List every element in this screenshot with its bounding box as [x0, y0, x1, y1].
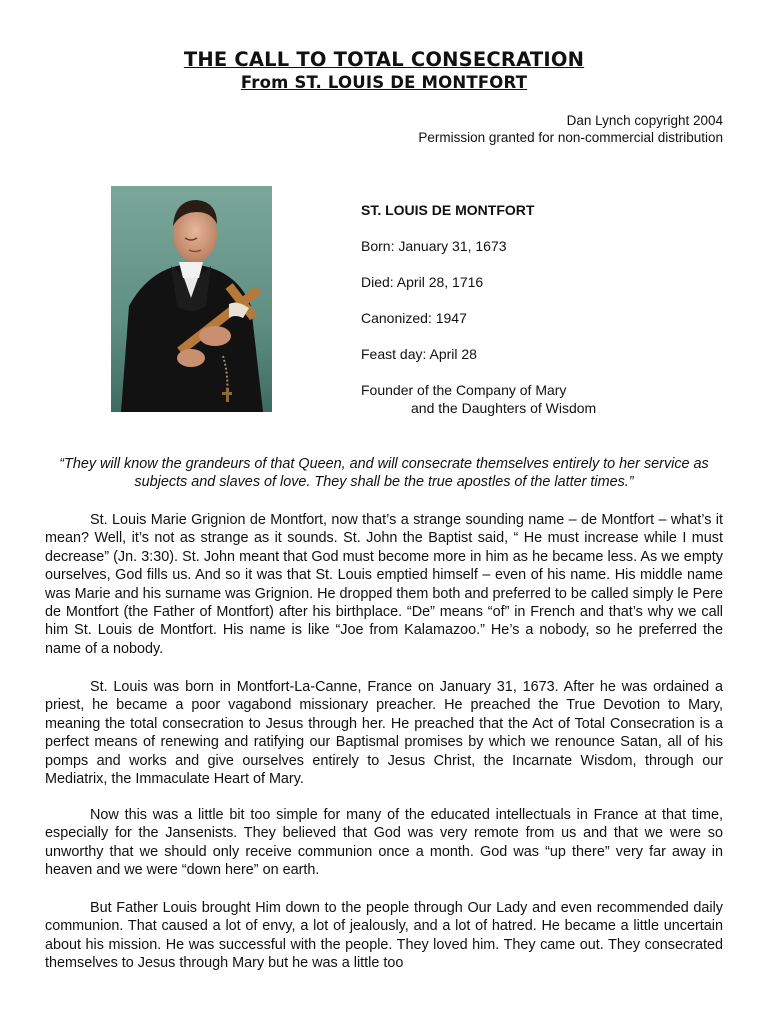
permission-line: Permission granted for non-commercial distribution	[418, 130, 723, 145]
feast-day: Feast day: April 28	[361, 346, 477, 362]
document-title: THE CALL TO TOTAL CONSECRATION	[183, 48, 585, 71]
saint-name: ST. LOUIS DE MONTFORT	[361, 202, 535, 218]
copyright-line: Dan Lynch copyright 2004	[566, 113, 723, 128]
founder-line: Founder of the Company of Mary	[361, 382, 567, 398]
document-subtitle: From ST. LOUIS DE MONTFORT	[240, 73, 528, 92]
copyright-block	[418, 112, 723, 146]
epigraph-quote: “They will know the grandeurs of that Queen, and will consecrate themselves entirely to her service as subjects and slaves of love. They shall be the true apostles of the latter times.”	[59, 456, 709, 490]
body-paragraph: But Father Louis brought Him down to the people through Our Lady and even recommended daily communion. That caused a lot of envy, a lot of jealously, and a lot of hatred. He became a little uncertain about his mission. He was successful with the people. They loved him. They came out. They consecrated themselves to Jesus through Mary but he was a little too	[45, 900, 723, 972]
body-paragraph: St. Louis was born in Montfort-La-Canne, France on January 31, 1673. After he was ordained a priest, he became a poor vagabond missionary preacher. He preached the True Devotion to Mary, meaning the total consecration to Jesus through her. He preached that the Act of Total Consecration is a perfect means of renewing and ratifying our Baptismal promises by which we renounce Satan, all of his pomps and works and give ourselves entirely to Jesus Christ, the Incarnate Wisdom, through our Mediatrix, the Immaculate Heart of Mary.	[45, 679, 723, 788]
saint-portrait-image	[111, 186, 272, 412]
canonized-year: Canonized: 1947	[361, 310, 467, 326]
died-date: Died: April 28, 1716	[361, 274, 484, 290]
founder-line-continued: and the Daughters of Wisdom	[411, 400, 597, 416]
born-date: Born: January 31, 1673	[361, 238, 507, 254]
body-paragraph: St. Louis Marie Grignion de Montfort, now that’s a strange sounding name – de Montfort – what’s it mean? Well, it’s not as strange as it sounds. St. John the Baptist said, “ He must increase while I must decrease” (Jn. 3:30). St. John meant that God must become more in him as he became less. As we empty ourselves, God fills us. And so it was that St. Louis emptied himself – even of his name. His middle name was Marie and his surname was Grignion. He dropped them both and preferred to be called simply le Pere de Montfort (the Father of Montfort) after his birthplace. “De” means “of” in French and that’s why we call him St. Louis de Montfort. His name is like “Joe from Kalamazoo.” He’s a nobody, so he preferred the name of a nobody.	[45, 512, 723, 657]
body-paragraph: Now this was a little bit too simple for many of the educated intellectuals in France at that time, especially for the Jansenists. They believed that God was very remote from us and that we were so unworthy that we should only receive communion once a month. God was “up there” very far away in heaven and we were “down here” on earth.	[45, 807, 723, 879]
